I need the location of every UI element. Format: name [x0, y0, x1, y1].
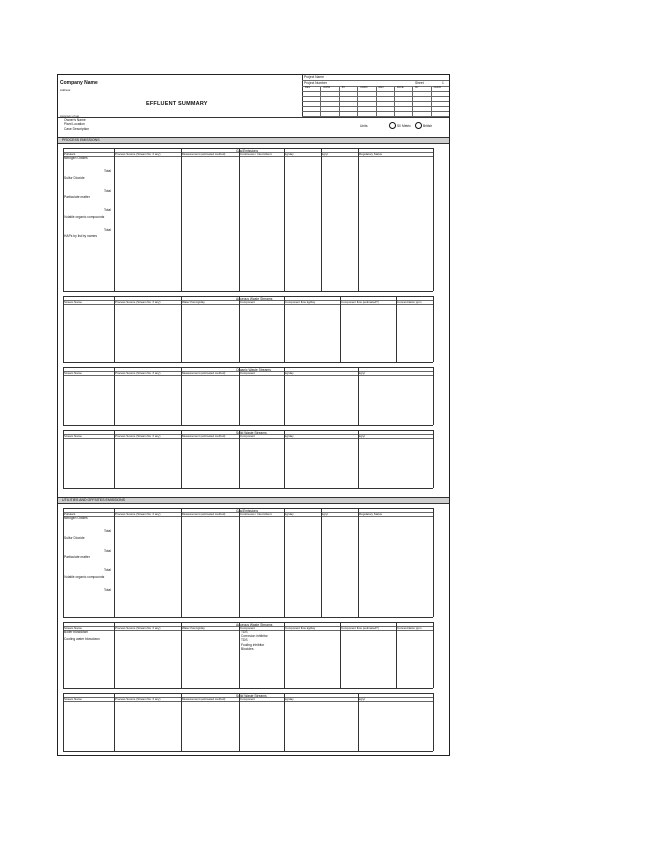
project-name-label: Project Name: [304, 75, 324, 79]
s0-gas-col-6: Regulatory Status: [359, 152, 382, 157]
s0-solid-col-2: Measurement (estimated method): [182, 434, 226, 439]
s1-aq-comp-2: TDS: [241, 638, 248, 643]
grid-line: [181, 693, 182, 751]
s1-solid-col-4: kg/day: [285, 697, 294, 702]
s0-pollutant-2: Particulate matter: [64, 195, 90, 199]
address-label: Address: [60, 88, 71, 92]
s1-aq-col-3: Component: [240, 626, 255, 631]
grid-line: [63, 693, 64, 751]
rev-col-2: BY: [341, 86, 346, 89]
grid-line: [358, 693, 359, 751]
grid-line: [302, 96, 449, 97]
s1-aq-col-6: Concentration ppm: [397, 626, 422, 631]
s0-total-0: Total: [104, 169, 111, 173]
grid-line: [302, 111, 449, 112]
rev-col-4: REV: [378, 86, 384, 89]
s0-solid-title: Solid Waste Streams: [236, 430, 267, 435]
unit-option-british: British: [423, 124, 433, 128]
grid-line: [358, 508, 359, 617]
s0-gas-col-5: kg/yr: [322, 152, 329, 157]
s1-total-0: Total: [104, 529, 111, 533]
s1-gas-col-3: Continuous / Intermittent: [240, 512, 272, 517]
s1-total-2: Total: [104, 568, 111, 572]
radio-british[interactable]: [415, 122, 422, 129]
grid-line: [114, 367, 115, 425]
grid-line: [433, 296, 434, 362]
grid-line: [181, 367, 182, 425]
s1-gas-col-5: kg/yr: [322, 512, 329, 517]
s1-solid-col-3: Component: [240, 697, 255, 702]
grid-line: [181, 622, 182, 688]
grid-line: [181, 430, 182, 488]
s1-pollutant-0: Nitrogen Oxides: [64, 516, 88, 520]
grid-line: [114, 148, 115, 291]
grid-line: [63, 362, 433, 363]
grid-line: [284, 148, 285, 291]
grid-line: [63, 425, 433, 426]
grid-line: [114, 430, 115, 488]
grid-line: [114, 622, 115, 688]
s0-pollutant-3: Volatile organic compounds: [64, 214, 105, 219]
case-label: Case Description: [64, 127, 90, 131]
grid-line: [284, 693, 285, 751]
s1-aq-comp-1: Corrosion inhibitor: [241, 634, 268, 639]
grid-line: [114, 296, 115, 362]
project-number-label: Project Number: [304, 81, 327, 85]
s0-total-2: Total: [104, 208, 111, 212]
grid-line: [321, 508, 322, 617]
grid-line: [181, 148, 182, 291]
grid-line: [63, 291, 433, 292]
s1-gas-col-4: kg/day: [285, 512, 294, 517]
grid-line: [284, 367, 285, 425]
grid-line: [181, 508, 182, 617]
grid-line: [284, 622, 285, 688]
radio-si-metric[interactable]: [389, 122, 396, 129]
s1-pollutant-3: Volatile organic compounds: [64, 574, 105, 579]
s0-org-title: Organic Waste Streams: [236, 367, 271, 372]
owner-label: Owner's Name: [64, 118, 86, 122]
units-label: Units: [360, 124, 368, 128]
s1-total-3: Total: [104, 587, 111, 592]
section-title-1: UTILITIES AND OFFSITES EMISSIONS: [62, 498, 126, 502]
s0-aq-col-4: Component flow kg/day: [285, 300, 316, 305]
rev-col-5: DATE: [396, 86, 404, 89]
s1-aq-row-0: Boiler blowdown: [64, 630, 89, 634]
s1-aq-col-1: Process Source (Stream No. if any): [115, 626, 161, 631]
s0-solid-col-4: kg/day: [285, 434, 294, 439]
effluent-summary-sheet: [57, 74, 450, 756]
grid-line: [239, 693, 240, 751]
s1-pollutant-2: Particulate matter: [64, 555, 90, 559]
section-title-0: PROCESS EMISSIONS: [62, 138, 100, 142]
s0-org-col-5: kg/yr: [359, 371, 366, 376]
s1-aq-comp-3: Fouling inhibitor: [241, 642, 265, 647]
s1-total-1: Total: [104, 548, 111, 553]
grid-line: [340, 622, 341, 688]
s1-aq-col-0: Stream Name: [64, 626, 82, 631]
rev-col-7: CHKD: [433, 86, 441, 89]
grid-line: [239, 622, 240, 688]
s1-gas-title: Gas/Emissions: [236, 508, 258, 513]
s0-pollutant-4: HAPs by list by names: [64, 234, 97, 238]
grid-line: [63, 617, 433, 618]
sheet-number: 1: [442, 81, 444, 85]
grid-line: [396, 296, 397, 362]
rev-col-0: REV: [305, 86, 311, 89]
s1-gas-col-0: Pollutant: [64, 512, 76, 517]
grid-line: [302, 101, 449, 102]
grid-line: [302, 106, 449, 107]
grid-line: [396, 622, 397, 688]
s1-aq-comp-0: TDS: [241, 630, 248, 634]
grid-line: [433, 148, 434, 291]
grid-line: [321, 148, 322, 291]
s0-total-1: Total: [104, 188, 111, 193]
s1-solid-title: Solid Waste Streams: [236, 693, 267, 698]
s1-gas-col-1: Process Source (Stream No. if any): [115, 512, 161, 517]
s0-aq-col-5: Component flow (estimated?): [341, 300, 379, 305]
grid-line: [284, 430, 285, 488]
s0-gas-title: Gas/Emissions: [236, 148, 258, 153]
accuracy-label: Accuracy of set: [60, 114, 80, 118]
s0-gas-col-1: Process Source (Stream No. if any): [115, 152, 161, 157]
s1-gas-col-6: Regulatory Status: [359, 512, 382, 517]
s0-gas-col-3: Continuous / Intermittent: [240, 152, 272, 157]
grid-line: [114, 508, 115, 617]
s0-gas-col-0: Pollutant: [64, 152, 76, 157]
grid-line: [63, 296, 64, 362]
s0-aq-col-0: Stream Name: [64, 300, 82, 305]
grid-line: [239, 367, 240, 425]
grid-line: [63, 508, 64, 617]
company-name: Company Name: [60, 80, 98, 86]
s0-solid-col-3: Component: [240, 434, 255, 439]
s1-solid-col-0: Stream Name: [64, 697, 82, 702]
grid-line: [239, 148, 240, 291]
s0-gas-col-4: kg/day: [285, 152, 294, 157]
unit-option-si: SI/ Metric: [397, 124, 411, 128]
grid-line: [302, 91, 449, 92]
s0-org-col-2: Measurement (estimated method): [182, 371, 226, 376]
s0-gas-col-2: Measurement (estimated method): [182, 152, 226, 157]
grid-line: [340, 296, 341, 362]
grid-line: [63, 688, 433, 689]
s0-org-col-4: kg/day: [285, 371, 294, 376]
rev-col-1: DATE: [323, 86, 331, 89]
grid-line: [433, 508, 434, 617]
page-title: EFFLUENT SUMMARY: [146, 101, 208, 107]
grid-line: [284, 508, 285, 617]
rev-col-6: BY: [415, 86, 419, 89]
s0-org-col-1: Process Source (Stream No. if any): [115, 371, 161, 376]
grid-line: [433, 367, 434, 425]
s0-total-3: Total: [104, 227, 111, 232]
grid-line: [181, 296, 182, 362]
s1-aq-col-2: Water flow kg/day: [182, 626, 205, 631]
s0-org-col-3: Component: [240, 371, 255, 376]
sheet-label: Sheet: [415, 81, 424, 85]
s1-solid-col-2: Measurement (estimated method): [182, 697, 226, 702]
s1-solid-col-5: kg/yr: [359, 697, 366, 702]
grid-line: [284, 296, 285, 362]
s0-solid-col-0: Stream Name: [64, 434, 82, 439]
s1-aq-col-5: Component flow (estimated?): [341, 626, 379, 631]
s1-aq-title: Aqueous Waste Streams: [236, 622, 273, 627]
s1-solid-col-1: Process Source (Stream No. if any): [115, 697, 161, 702]
s0-org-col-0: Stream Name: [64, 371, 82, 376]
s0-aq-col-1: Process Source (Stream No. if any): [115, 300, 161, 305]
s0-pollutant-1: Sulfur Dioxide: [64, 175, 85, 180]
rev-col-3: CHKD: [360, 86, 368, 89]
grid-line: [433, 693, 434, 751]
grid-line: [63, 488, 433, 489]
grid-line: [63, 148, 64, 291]
grid-line: [358, 367, 359, 425]
s0-aq-col-3: Component: [240, 300, 255, 305]
grid-line: [239, 296, 240, 362]
grid-line: [63, 367, 64, 425]
s0-aq-col-2: Water flow kg/day: [182, 300, 205, 305]
s1-aq-comp-4: Biocides: [241, 646, 254, 651]
s0-aq-col-6: Concentration ppm: [397, 300, 422, 305]
grid-line: [358, 430, 359, 488]
grid-line: [63, 430, 64, 488]
grid-line: [433, 430, 434, 488]
s1-aq-row-1: Cooling water blowdown: [64, 637, 100, 641]
grid-line: [63, 751, 433, 752]
s0-pollutant-0: Nitrogen Oxides: [64, 156, 88, 160]
s1-pollutant-1: Sulfur Dioxide: [64, 535, 85, 540]
grid-line: [358, 148, 359, 291]
grid-line: [433, 622, 434, 688]
grid-line: [239, 430, 240, 488]
grid-line: [239, 508, 240, 617]
s0-solid-col-1: Process Source (Stream No. if any): [115, 434, 161, 439]
plant-location-label: Plant Location: [64, 122, 85, 126]
s1-gas-col-2: Measurement (estimated method): [182, 512, 226, 517]
grid-line: [114, 693, 115, 751]
s0-solid-col-5: kg/yr: [359, 434, 366, 439]
s1-aq-col-4: Component flow kg/day: [285, 626, 316, 631]
s0-aq-title: Aqueous Waste Streams: [236, 296, 273, 301]
section-bar-0: [58, 137, 449, 144]
